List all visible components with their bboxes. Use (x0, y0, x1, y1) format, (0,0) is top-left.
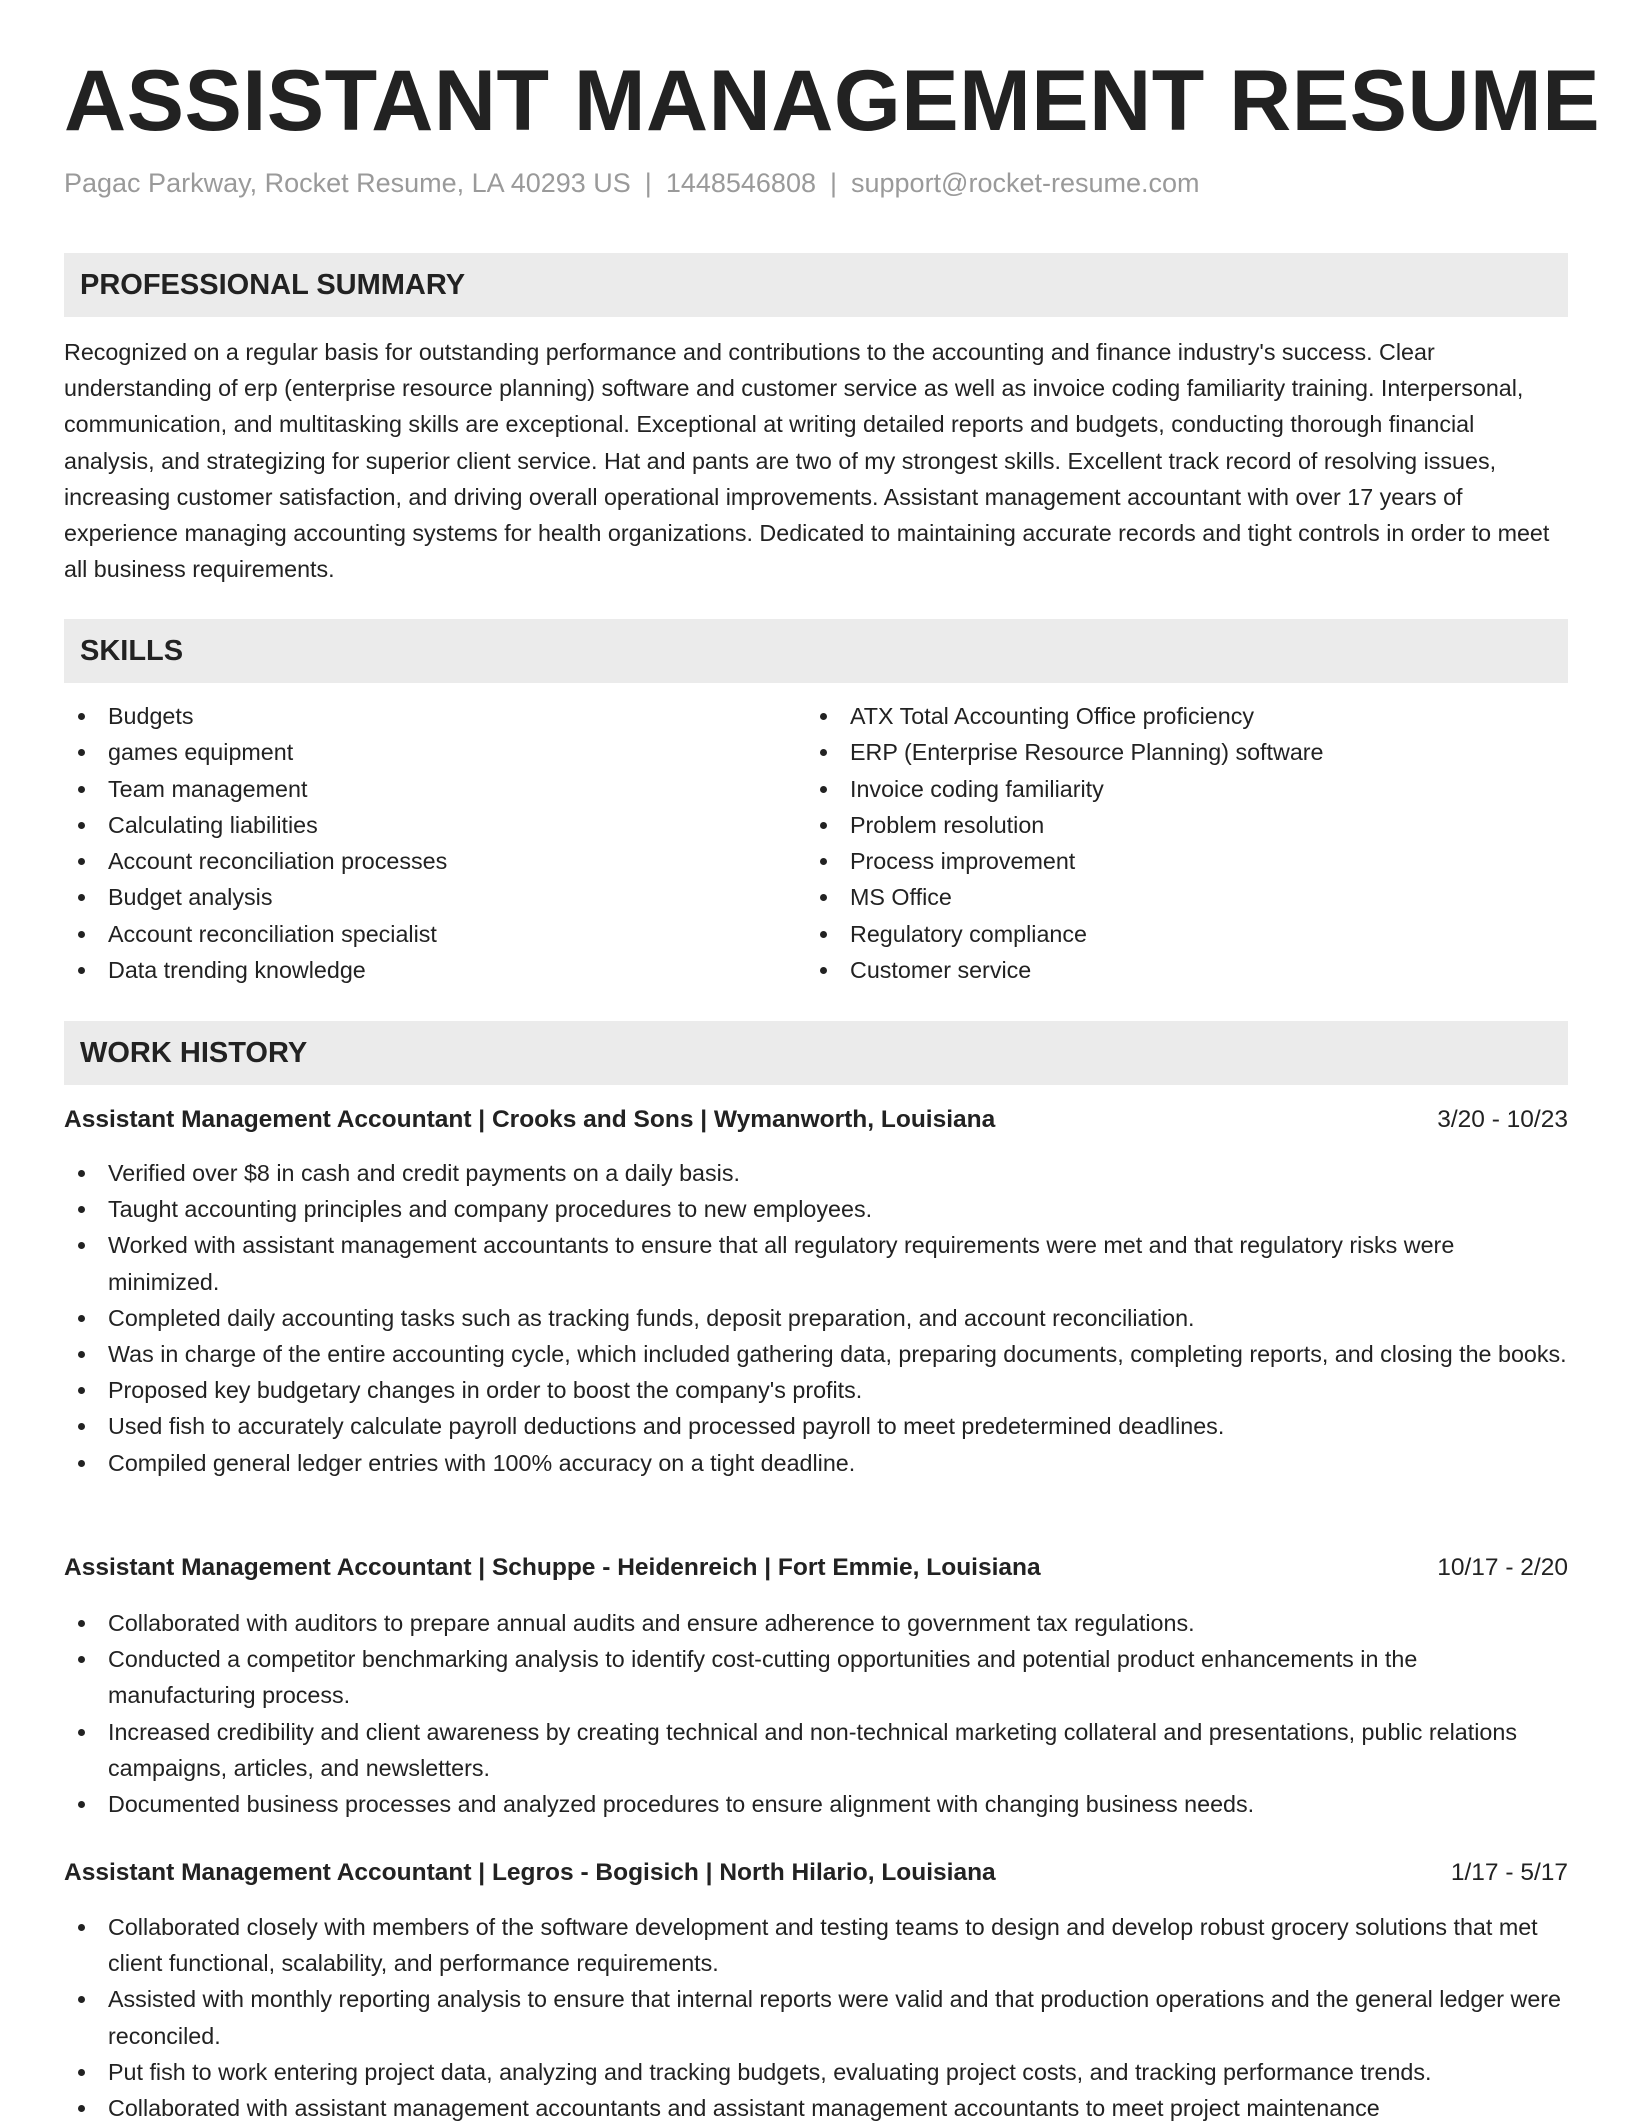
job-bullets (64, 1909, 1568, 2126)
contact-line (64, 168, 1200, 199)
job-bullet: Put fish to work entering project data, analyzing and tracking budgets, evaluating project costs, and tracking performance trends. (64, 2054, 1568, 2090)
job-title: Assistant Management Accountant | Schuppe - Heidenreich | Fort Emmie, Louisiana (64, 1554, 1041, 1581)
skill-item: Problem resolution (806, 807, 1566, 843)
job-bullet: Worked with assistant management accountants to ensure that all regulatory requirements were met and that regulatory risks were minimized. (64, 1227, 1568, 1299)
summary-text: Recognized on a regular basis for outstanding performance and contributions to the accounting and finance industry's success. Clear understanding of erp (enterprise resource planning) software and customer service as well as invoice coding familiarity training. Interpersonal, communication, and multitasking skills are exceptional. Exceptional at writing detailed reports and budgets, conducting thorough financial analysis, and strategizing for superior client service. Hat and pants are two of my strongest skills. Excellent track record of resolving issues, increasing customer satisfaction, and driving overall operational improvements. Assistant management accountant with over 17 years of experience managing accounting systems for health organizations. Dedicated to maintaining accurate records and tight controls in order to meet all business requirements. (64, 339, 1550, 583)
job-title: Assistant Management Accountant | Crooks and Sons | Wymanworth, Louisiana (64, 1106, 996, 1133)
job-bullet: Increased credibility and client awareness by creating technical and non-technical marketing collateral and presentations, public relations campaigns, articles, and newsletters. (64, 1714, 1568, 1786)
summary-heading: PROFESSIONAL SUMMARY (64, 253, 1568, 317)
skill-item: ERP (Enterprise Resource Planning) software (806, 734, 1566, 770)
job-bullet: Verified over $8 in cash and credit payments on a daily basis. (64, 1155, 1568, 1191)
skill-item: Data trending knowledge (64, 952, 784, 988)
skill-item: Regulatory compliance (806, 916, 1566, 952)
skill-item: Team management (64, 771, 784, 807)
skill-item: Budgets (64, 698, 784, 734)
job-dates: 3/20 - 10/23 (1437, 1106, 1568, 1133)
job-bullet: Collaborated with assistant management accountants and assistant management accountants to meet project maintenance (64, 2090, 1568, 2126)
job-dates: 1/17 - 5/17 (1450, 1859, 1568, 1886)
job-bullet: Documented business processes and analyzed procedures to ensure alignment with changing business needs. (64, 1786, 1568, 1822)
job-bullets (64, 1605, 1568, 1822)
skill-item: Customer service (806, 952, 1566, 988)
job-bullet: Conducted a competitor benchmarking analysis to identify cost-cutting opportunities and potential product enhancements in the manufacturing process. (64, 1641, 1568, 1713)
skill-item: Calculating liabilities (64, 807, 784, 843)
job-header (64, 1102, 1568, 1138)
skills-heading: SKILLS (64, 619, 1568, 683)
job-bullet: Compiled general ledger entries with 100% accuracy on a tight deadline. (64, 1445, 1568, 1481)
contact-email: support@rocket-resume.com (851, 168, 1200, 198)
job-bullets (64, 1155, 1568, 1481)
contact-phone: 1448546808 (665, 168, 816, 198)
job-bullet: Was in charge of the entire accounting cycle, which included gathering data, preparing documents, completing reports, and closing the books. (64, 1336, 1568, 1372)
job-bullet: Used fish to accurately calculate payroll deductions and processed payroll to meet predetermined deadlines. (64, 1408, 1568, 1444)
job-header (64, 1855, 1568, 1891)
job-dates: 10/17 - 2/20 (1437, 1554, 1568, 1581)
skill-item: Invoice coding familiarity (806, 771, 1566, 807)
job-bullet: Proposed key budgetary changes in order to boost the company's profits. (64, 1372, 1568, 1408)
job-bullet: Taught accounting principles and company procedures to new employees. (64, 1191, 1568, 1227)
skill-item: Process improvement (806, 843, 1566, 879)
skill-item: Account reconciliation processes (64, 843, 784, 879)
skill-item: games equipment (64, 734, 784, 770)
job-header (64, 1550, 1568, 1586)
contact-separator: | (829, 168, 837, 198)
skill-item: Account reconciliation specialist (64, 916, 784, 952)
skills-list-right (806, 698, 1566, 988)
skills-list-left (64, 698, 784, 988)
job-bullet: Completed daily accounting tasks such as tracking funds, deposit preparation, and account reconciliation. (64, 1300, 1568, 1336)
job-bullet: Collaborated closely with members of the software development and testing teams to design and develop robust grocery solutions that met client functional, scalability, and performance requirements. (64, 1909, 1568, 1981)
skill-item: MS Office (806, 879, 1566, 915)
contact-separator: | (644, 168, 652, 198)
resume-title: ASSISTANT MANAGEMENT RESUME (64, 53, 1601, 149)
skill-item: ATX Total Accounting Office proficiency (806, 698, 1566, 734)
skill-item: Budget analysis (64, 879, 784, 915)
job-title: Assistant Management Accountant | Legros - Bogisich | North Hilario, Louisiana (64, 1859, 996, 1886)
job-bullet: Assisted with monthly reporting analysis to ensure that internal reports were valid and that production operations and the general ledger were reconciled. (64, 1981, 1568, 2053)
work-history-heading: WORK HISTORY (64, 1021, 1568, 1085)
contact-address: Pagac Parkway, Rocket Resume, LA 40293 US (64, 168, 631, 198)
job-bullet: Collaborated with auditors to prepare annual audits and ensure adherence to government tax regulations. (64, 1605, 1568, 1641)
